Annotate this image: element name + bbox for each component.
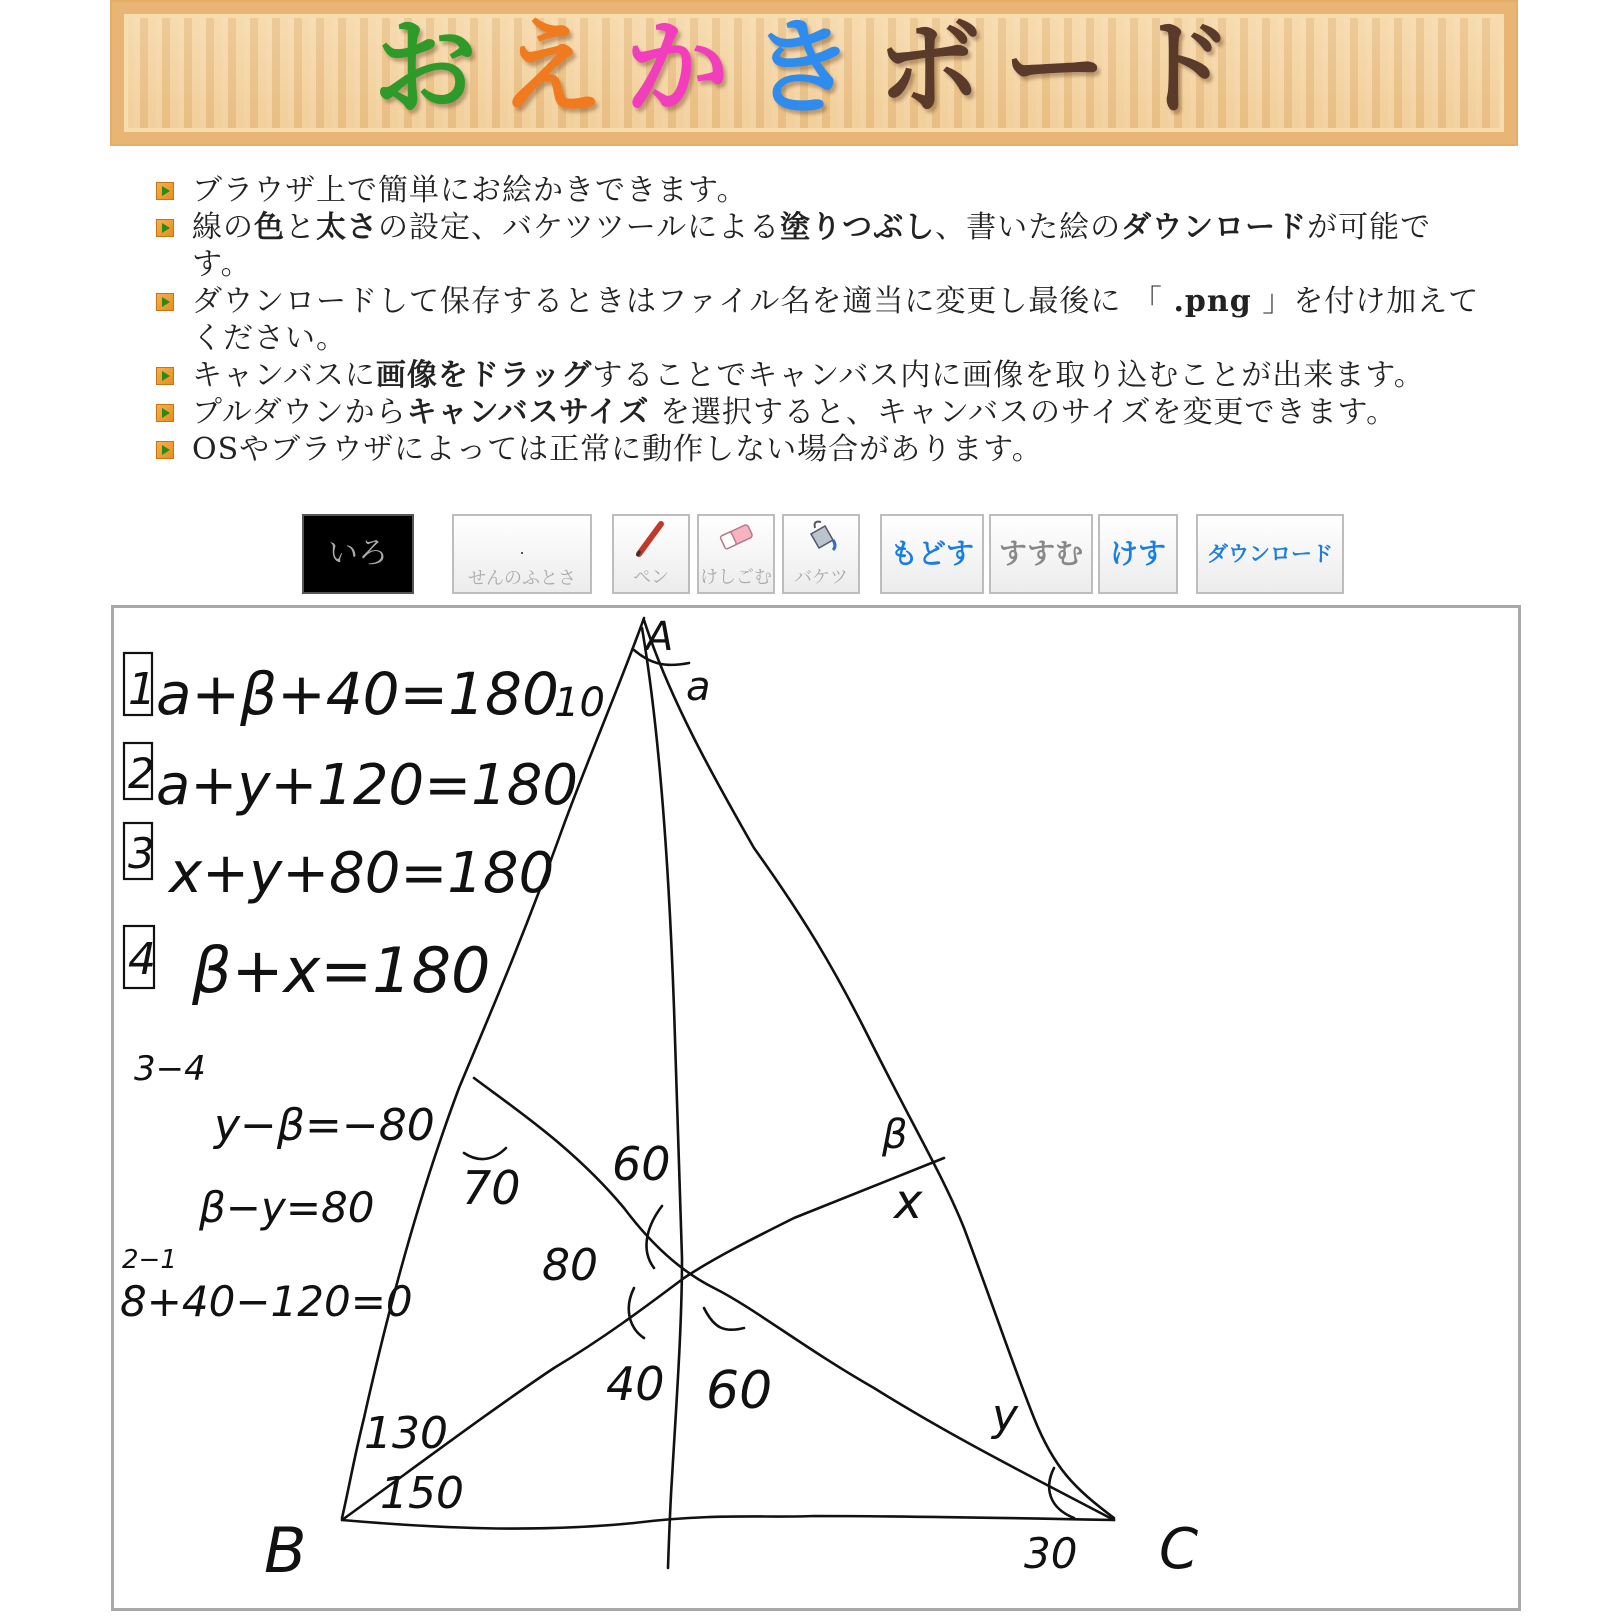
- step-label: 2−1: [122, 1245, 177, 1275]
- arrow-bullet-icon: [156, 293, 174, 311]
- angle-label: a: [686, 664, 711, 710]
- equation-3: x+y+80=180: [169, 841, 555, 906]
- eq-number: 4: [128, 934, 156, 985]
- eq-number: 2: [128, 749, 155, 798]
- line-width-label: せんのふとさ: [468, 568, 576, 589]
- cevian-from-b: [342, 1158, 944, 1520]
- cevian-from-a: [642, 628, 682, 1568]
- title-char: き: [750, 7, 877, 129]
- angle-label: 40: [606, 1357, 665, 1411]
- eraser-tool-label: けしごむ: [700, 567, 772, 588]
- clear-button[interactable]: けす: [1098, 514, 1178, 594]
- equation-1: a+β+40=180: [156, 660, 559, 728]
- angle-label: 10: [554, 680, 605, 726]
- list-item: 線の色と太さの設定、バケツツールによる塗りつぶし、書いた絵のダウンロードが可能です。: [150, 209, 1490, 283]
- step-line: β−y=80: [199, 1183, 375, 1232]
- angle-label: 80: [542, 1240, 598, 1291]
- angle-label: β: [882, 1112, 908, 1158]
- angle-label: y: [992, 1390, 1019, 1441]
- bucket-tool-label: バケツ: [794, 567, 848, 588]
- undo-button[interactable]: もどす: [880, 514, 984, 594]
- instructions-list: [150, 172, 1490, 468]
- angle-label: 60: [706, 1361, 773, 1421]
- pen-tool-label: ペン: [633, 567, 669, 588]
- title-char: か: [624, 7, 751, 129]
- list-item: ブラウザ上で簡単にお絵かきできます。: [150, 172, 1490, 209]
- angle-label: x: [894, 1174, 923, 1230]
- paint-bucket-icon: [784, 516, 858, 568]
- angle-label: 70: [462, 1161, 521, 1215]
- header-banner: [110, 0, 1518, 146]
- angle-label: 60: [612, 1137, 671, 1191]
- bucket-tool-button[interactable]: [782, 514, 860, 594]
- pen-icon: [614, 516, 688, 568]
- eq-number: 1: [128, 664, 156, 715]
- angle-arc: [704, 1308, 744, 1330]
- eraser-tool-button[interactable]: [697, 514, 775, 594]
- arrow-bullet-icon: [156, 367, 174, 385]
- vertex-label-a: A: [646, 614, 674, 660]
- step-line: y−β=−80: [214, 1100, 435, 1151]
- cevian-from-c: [474, 1078, 1114, 1520]
- download-button[interactable]: ダウンロード: [1196, 514, 1344, 594]
- angle-label: 150: [380, 1468, 464, 1519]
- title-char: お: [372, 7, 499, 129]
- angle-label: 30: [1024, 1529, 1078, 1578]
- arrow-bullet-icon: [156, 219, 174, 237]
- arrow-bullet-icon: [156, 182, 174, 200]
- title-char: ボ: [877, 7, 1004, 129]
- list-item: OSやブラウザによっては正常に動作しない場合があります。: [150, 431, 1490, 468]
- step-line: 8+40−120=0: [120, 1277, 413, 1326]
- app-title: [112, 8, 1516, 128]
- color-picker-button[interactable]: いろ: [302, 514, 414, 594]
- angle-label: 130: [364, 1408, 448, 1459]
- step-label: 3−4: [134, 1049, 206, 1089]
- list-item: プルダウンからキャンバスサイズ を選択すると、キャンバスのサイズを変更できます。: [150, 394, 1490, 431]
- arrow-bullet-icon: [156, 404, 174, 422]
- title-char: え: [498, 7, 625, 129]
- line-width-preview-icon: [521, 552, 523, 554]
- vertex-label-b: B: [264, 1514, 307, 1587]
- handwritten-drawing: [114, 608, 1518, 1608]
- angle-arc: [464, 1148, 506, 1159]
- list-item: キャンバスに画像をドラッグすることでキャンバス内に画像を取り込むことが出来ます。: [150, 357, 1490, 394]
- list-item: ダウンロードして保存するときはファイル名を適当に変更し最後に 「 .png 」を付け加えてください。: [150, 283, 1490, 357]
- equation-2: a+y+120=180: [156, 753, 578, 818]
- drawing-toolbar: [0, 514, 1620, 596]
- redo-button[interactable]: すすむ: [989, 514, 1093, 594]
- title-char: ド: [1129, 7, 1256, 129]
- eq-number: 3: [128, 829, 155, 878]
- line-width-button[interactable]: [452, 514, 592, 594]
- title-char: ー: [1003, 7, 1130, 129]
- drawing-canvas[interactable]: [111, 605, 1521, 1611]
- vertex-label-c: C: [1159, 1517, 1199, 1582]
- pen-tool-button[interactable]: [612, 514, 690, 594]
- eraser-icon: [699, 516, 773, 568]
- arrow-bullet-icon: [156, 441, 174, 459]
- equation-4: β+x=180: [192, 934, 491, 1007]
